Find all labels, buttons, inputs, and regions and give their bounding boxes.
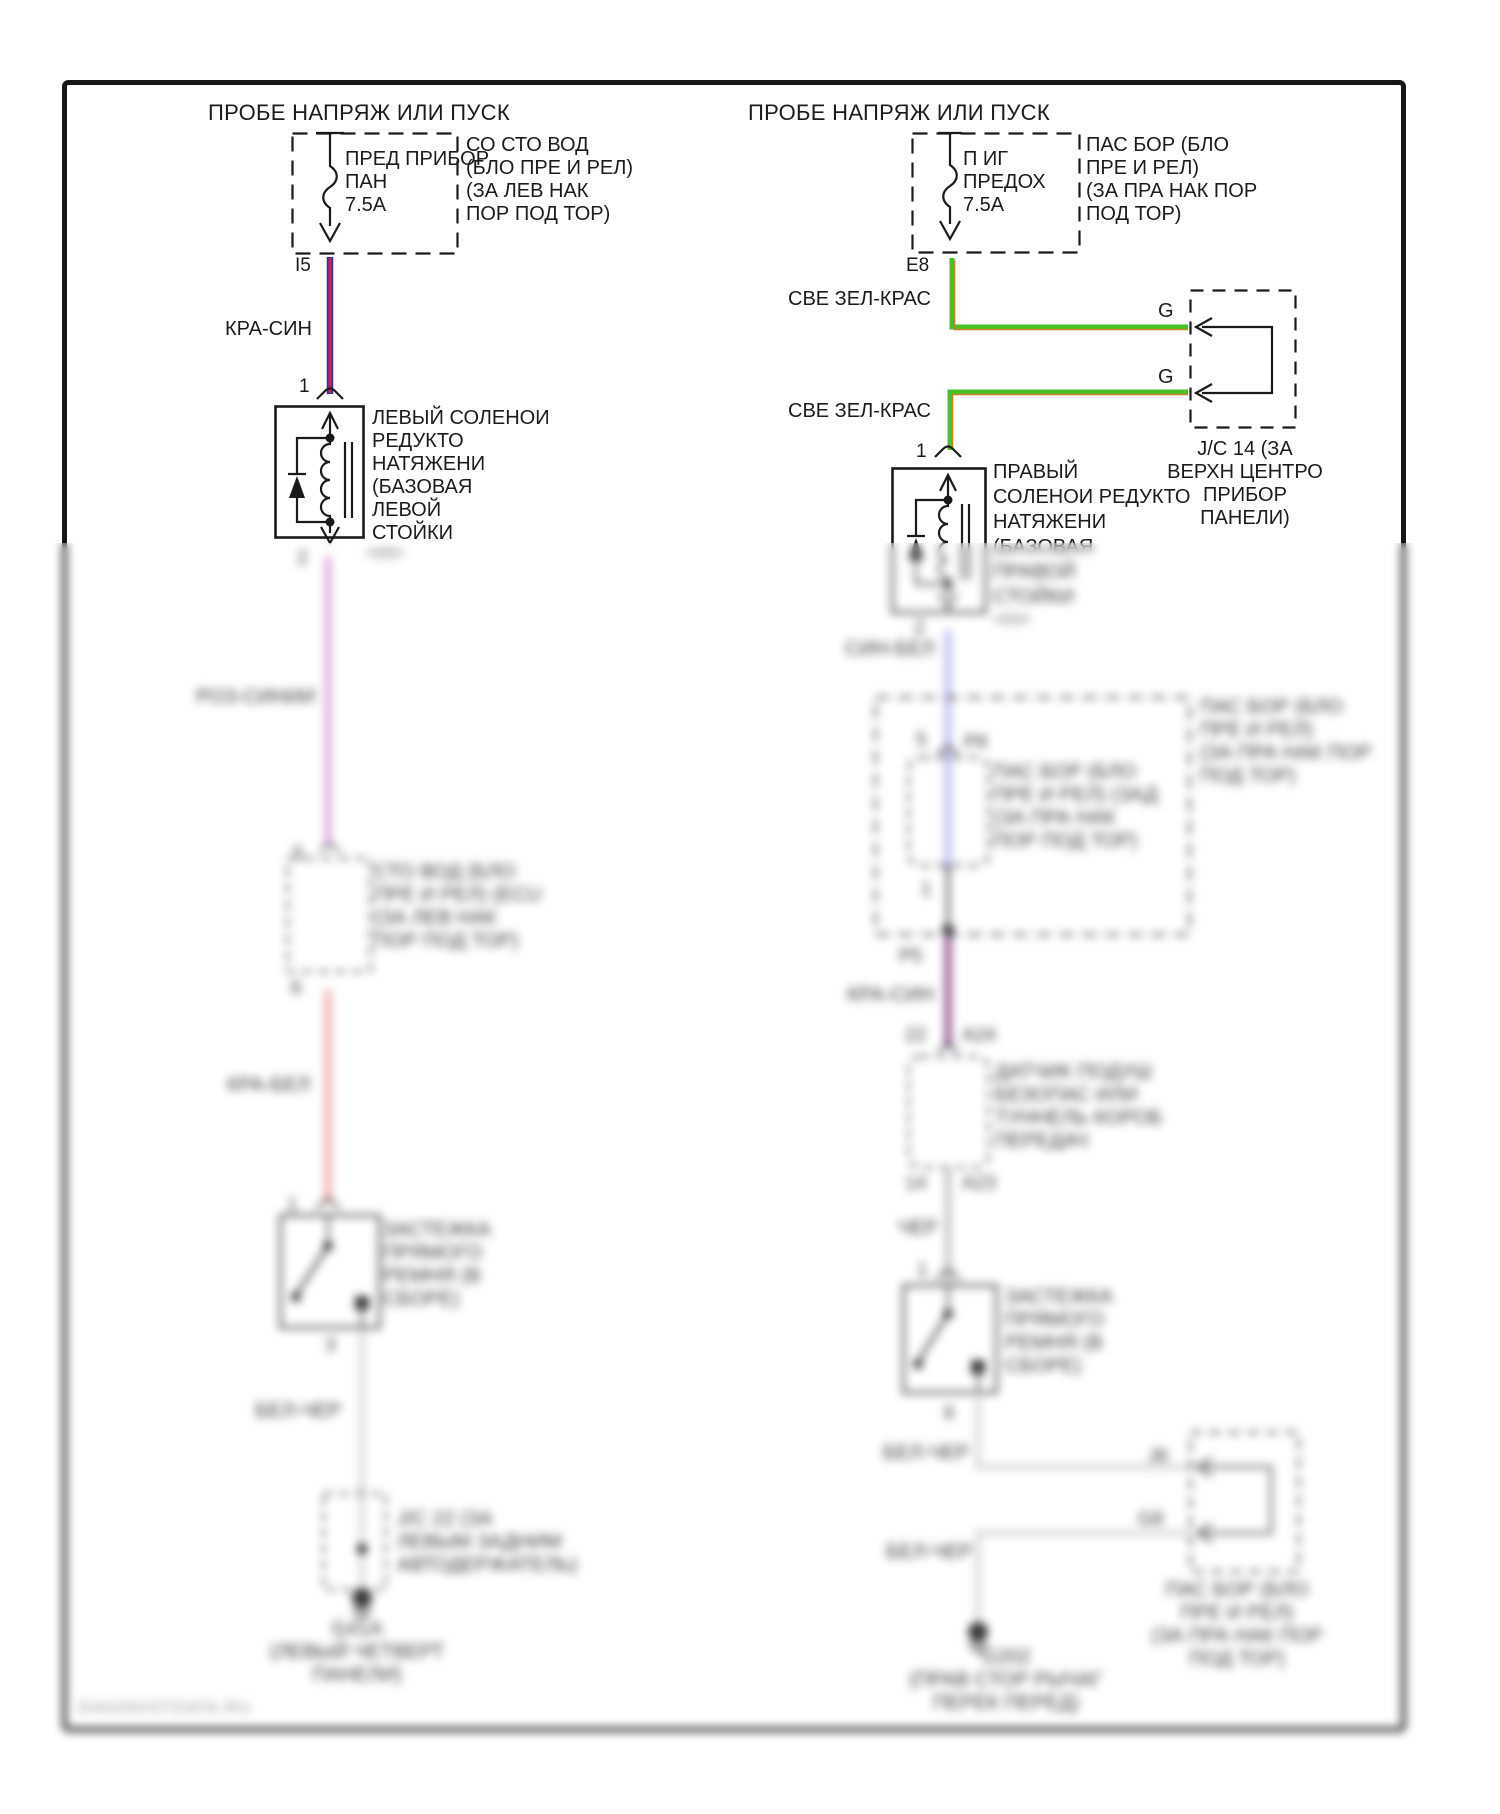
left-fuse-name: ПАН (345, 171, 388, 193)
wire-color-label: КРА-СИН (847, 984, 934, 1006)
pin-label: 5 (293, 844, 304, 865)
wire-color-label: БЕЛ-ЧЕР (883, 1442, 970, 1464)
green-wire-upper (952, 258, 1188, 330)
right-header: ПРОБЕ НАПРЯЖ ИЛИ ПУСК (748, 100, 1050, 125)
left-fuse-dest: (БЛО ПРЕ И РЕЛ) (466, 157, 634, 179)
right-acu-outer-label: ПРЕ И РЕЛ) (1200, 719, 1314, 741)
left-ground (352, 1588, 372, 1617)
left-buckle-label: СБОРЕ) (383, 1288, 460, 1310)
left-buckle-switch (281, 1215, 380, 1328)
switch-lever-icon (296, 1246, 328, 1295)
right-component-label: ПРАВОЙ (993, 561, 1076, 583)
right-sensor-label: ПЕРЕДАЧ (995, 1130, 1089, 1152)
pin-label: А24 (962, 1025, 996, 1046)
right-component-label: ПРАВЫЙ (993, 461, 1079, 483)
smudge (992, 613, 1032, 625)
right-jc-label: ПРЕ И РЕЛ) (1180, 1602, 1294, 1624)
left-fuse-dest: (ЗА ЛЕВ НАК (466, 180, 589, 202)
right-acu-outer-label: ПОД ТОР) (1200, 765, 1296, 787)
switch-lever-icon (918, 1314, 948, 1362)
right-buckle-switch (904, 1285, 997, 1393)
left-ground-label: G41А (331, 1618, 383, 1640)
jc22-label: ЛЕВЫМ ЗАДНИМ (397, 1531, 562, 1553)
wire-color-label: СИН-БЕЛ (845, 638, 935, 660)
right-fuse-name: ПРЕДОХ (963, 171, 1046, 193)
pin-label: А23 (962, 1173, 996, 1194)
right-sensor-label: БЕЗОПАС ИЛИ (995, 1084, 1138, 1106)
pin-label: 14 (905, 1173, 927, 1194)
wire-color-label: КРА-БЕЛ (227, 1074, 311, 1096)
jc22-junction-box (324, 1494, 386, 1590)
left-fuse-name: ПРЕД ПРИБОР (345, 148, 490, 170)
left-component-label: ЛЕВОЙ (372, 499, 442, 521)
left-fuse-dest: СО СТО ВОД (466, 134, 589, 156)
pin-label: 5 (916, 730, 927, 751)
pin-label: Р5 (899, 946, 923, 967)
right-component-label: (БАЗОВАЯ (993, 536, 1094, 558)
ground-point-label: G (1158, 300, 1174, 322)
left-component-label: (БАЗОВАЯ (372, 476, 473, 498)
left-component-label: СТОЙКИ (372, 522, 454, 544)
left-ground-label: ПАНЕЛИ) (312, 1664, 402, 1686)
right-buckle-label: ПРЯМОГО (1005, 1309, 1105, 1331)
diode-icon (908, 538, 924, 560)
ground-icon (352, 1588, 372, 1608)
jc14-junction-box (1191, 291, 1296, 428)
wire-color-label: КРА-СИН (225, 318, 312, 340)
left-ecu-label: ПОР ПОД ТОР) (374, 930, 519, 952)
right-acu-inner-label: ПРЕ И РЕЛ) (ЗАД (993, 784, 1158, 806)
ground-icon (968, 1622, 988, 1642)
right-sensor-label: ТУННЕЛЬ КОРОБ (995, 1107, 1163, 1129)
right-jc-label: (ЗА ПРА НАК ПОР (1151, 1625, 1323, 1647)
wire-color-label: СВЕ ЗЕЛ-КРАС (788, 400, 931, 422)
left-ground-label: (ЛЕВЫЙ ЧЕТВЕРТ (269, 1641, 445, 1663)
right-sensor-label: ДАТЧИК ПОДУШ (995, 1061, 1152, 1083)
left-buckle-label: ПРЯМОГО (383, 1242, 483, 1264)
right-component-label: СТОЙКИ (993, 586, 1075, 608)
jc14-label: ПАНЕЛИ) (1200, 507, 1290, 529)
right-ground-label: ПЕРЕК ПЕРЕД) (932, 1692, 1080, 1714)
wire-color-label: ЧЕР (898, 1217, 939, 1239)
jc14-label: ВЕРХН ЦЕНТРО (1167, 461, 1323, 483)
right-jc-box (1191, 1433, 1299, 1572)
pin-label: 3 (325, 1335, 336, 1356)
right-component-label: НАТЯЖЕНИ (993, 511, 1107, 533)
fuse-symbol (943, 133, 957, 224)
right-ground-label: (ПРАВ СТОР РЫЧАГ (909, 1669, 1103, 1691)
watermark: DIAGNOSTDATA.RU (78, 1698, 251, 1717)
left-solenoid-component (276, 407, 364, 544)
left-header: ПРОБЕ НАПРЯЖ ИЛИ ПУСК (208, 100, 510, 125)
pin-label: 1 (916, 441, 927, 462)
right-fuse-dest: ПРЕ И РЕЛ) (1086, 157, 1200, 179)
left-fuse-rating: 7.5А (345, 194, 387, 216)
right-buckle-label: СБОРЕ) (1005, 1355, 1082, 1377)
right-fuse-dest: ПАС БОР (БЛО (1086, 134, 1230, 156)
diode-icon (289, 476, 305, 498)
pin-label: 6 (291, 978, 302, 999)
pin-label: 1 (917, 1260, 928, 1281)
pin-label: 1 (921, 879, 932, 900)
pin-label: 1 (299, 376, 310, 397)
pin-label: J6 (1148, 1446, 1169, 1467)
right-jc-label: ПОД ТОР) (1189, 1648, 1285, 1670)
pin-label: 6 (944, 1403, 955, 1424)
left-ecu-label: (ЗА ЛЕВ НАК (374, 907, 497, 929)
left-component-label: ЛЕВЫЙ СОЛЕНОИ (372, 407, 550, 429)
right-wire-bel-cher-lower (978, 1533, 1190, 1622)
wire-color-label: РОЗ-СИНИИ (196, 686, 316, 708)
left-component-label: НАТЯЖЕНИ (372, 453, 486, 475)
jc14-label: ПРИБОР (1203, 484, 1287, 506)
ground-point-label: G (1158, 366, 1174, 388)
jc22-label: АВТОДЕРЖАТЕЛЬ) (397, 1554, 578, 1576)
coil-icon (939, 500, 948, 584)
left-ecu-label: ПРЕ И РЕЛ) (ECU (374, 884, 542, 906)
green-wire-lower (950, 392, 1188, 450)
left-buckle-label: ЗАСТЕЖКА (383, 1219, 491, 1241)
wire-color-label: БЕЛ-ЧЕР (886, 1541, 973, 1563)
right-buckle-label: ЗАСТЕЖКА (1005, 1286, 1113, 1308)
right-component-label: СОЛЕНОИ РЕДУКТО (993, 486, 1191, 508)
wire-color-label: БЕЛ-ЧЕР (255, 1400, 342, 1422)
right-acu-inner-label: (ЗА ПРА НАК (993, 807, 1116, 829)
jc14-label: J/C 14 (ЗА (1197, 438, 1293, 460)
pin-label: 2 (297, 548, 308, 569)
right-fuse-dest: (ЗА ПРА НАК ПОР (1086, 180, 1258, 202)
left-component-label: РЕДУКТО (372, 430, 464, 452)
pin-label: 1 (287, 1195, 298, 1216)
right-acu-inner-label: ПОР ПОД ТОР) (993, 830, 1138, 852)
pin-label: Е8 (906, 255, 930, 276)
smudge (365, 547, 405, 559)
pin-label: G8 (1138, 1509, 1164, 1530)
right-fuse-rating: 7.5А (963, 194, 1005, 216)
right-solenoid-component (893, 469, 986, 613)
pin-label: I5 (295, 255, 311, 276)
right-ground-label: G202 (981, 1646, 1031, 1668)
right-fuse-dest: ПОД ТОР) (1086, 203, 1182, 225)
right-acu-outer-label: ПАС БОР (БЛО (1200, 696, 1344, 718)
right-sensor-box (909, 1044, 989, 1168)
right-acu-inner-label: ПАС БОР (БЛО (993, 761, 1137, 783)
right-buckle-label: РЕМНЯ (В (1005, 1332, 1103, 1354)
right-jc-label: ПАС БОР (БЛО (1165, 1579, 1309, 1601)
right-fuse-name: П ИГ (963, 148, 1009, 170)
left-buckle-label: РЕМНЯ (В (383, 1265, 481, 1287)
right-acu-outer-label: (ЗА ПРА НАК ПОР (1200, 742, 1372, 764)
left-ecu-label: СТО ВОД (БЛО (374, 861, 516, 883)
fuse-symbol (323, 133, 337, 226)
wire-color-label: СВЕ ЗЕЛ-КРАС (788, 288, 931, 310)
pin-label: Р8 (964, 732, 988, 753)
pin-label: 22 (905, 1025, 927, 1046)
jc22-label: J/C 22 (ЗА (397, 1508, 493, 1530)
left-fuse-dest: ПОР ПОД ТОР) (466, 203, 611, 225)
coil-icon (321, 438, 330, 522)
pin-label: 2 (914, 618, 925, 639)
